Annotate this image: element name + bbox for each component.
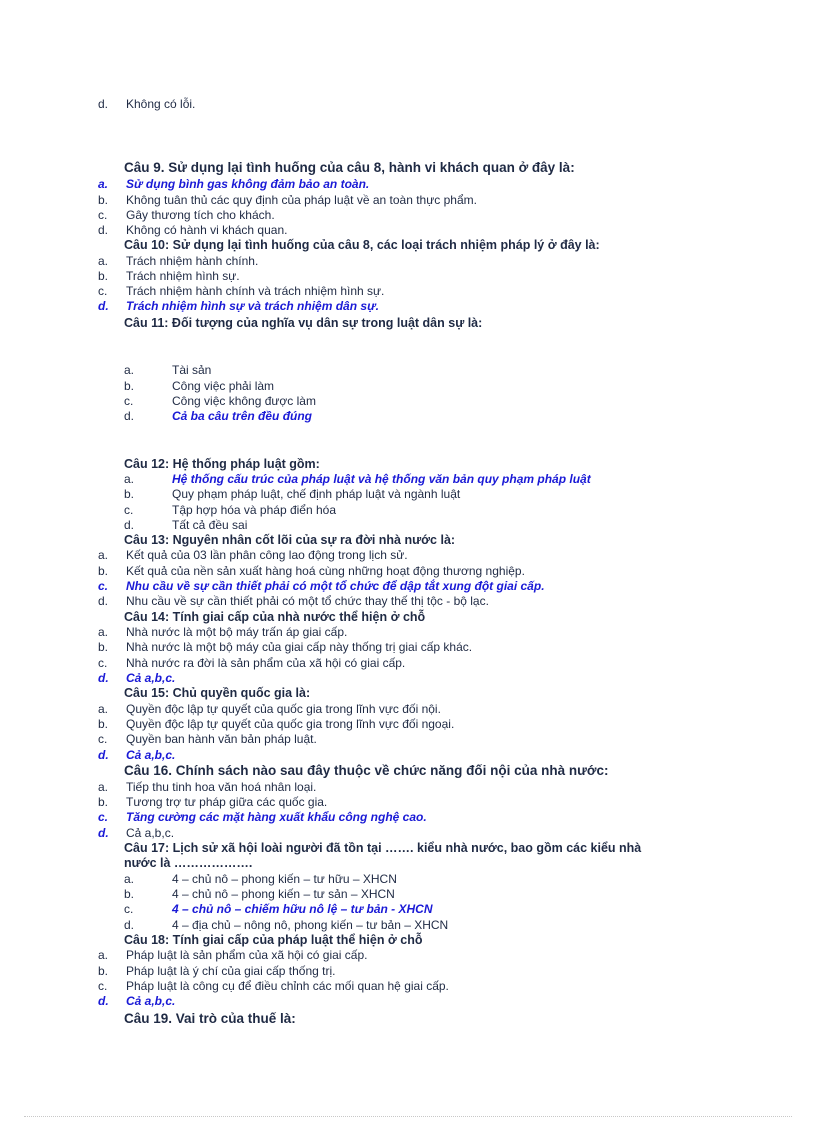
option-marker: a. [98, 702, 109, 716]
option-marker: a. [124, 363, 135, 377]
option-marker: c. [98, 208, 108, 222]
question-text: Câu 12: Hệ thống pháp luật gồm: [124, 457, 320, 471]
option-marker: b. [124, 379, 135, 393]
option-marker: c. [124, 902, 134, 916]
option-text: Tăng cường các mặt hàng xuất khẩu công nghệ cao. [126, 810, 427, 824]
option-text: Pháp luật là sản phẩm của xã hội có giai cấp. [126, 948, 368, 962]
option-marker: a. [98, 254, 109, 268]
option-text: Cả a,b,c. [126, 826, 175, 840]
option-text: Pháp luật là công cụ để điều chỉnh các mối quan hệ giai cấp. [126, 979, 449, 993]
option-marker: a. [124, 872, 135, 886]
option-marker: a. [98, 548, 109, 562]
option-marker: d. [124, 518, 135, 532]
option-marker: c. [98, 656, 108, 670]
option-marker: b. [98, 193, 109, 207]
question-text: Câu 18: Tính giai cấp của pháp luật thể hiện ở chỗ [124, 933, 423, 947]
option-text: Trách nhiệm hình sự và trách nhiệm dân sự. [126, 299, 379, 313]
option-marker: a. [98, 625, 109, 639]
question-text: Câu 16. Chính sách nào sau đây thuộc về chức năng đối nội của nhà nước: [124, 763, 609, 778]
option-marker: c. [98, 579, 109, 593]
question-text: Câu 11: Đối tượng của nghĩa vụ dân sự trong luật dân sự là: [124, 316, 483, 330]
option-text: Nhà nước là một bộ máy của giai cấp này thống trị giai cấp khác. [126, 640, 473, 654]
option-text: Quy phạm pháp luật, chế định pháp luật và ngành luật [172, 487, 461, 501]
option-marker: b. [98, 964, 109, 978]
option-text: Cả a,b,c. [126, 748, 176, 762]
question-text: Câu 10: Sử dụng lại tình huống của câu 8, các loại trách nhiệm pháp lý ở đây là: [124, 238, 600, 252]
option-text: Cả a,b,c. [126, 671, 176, 685]
option-marker: c. [98, 810, 109, 824]
question-text: Câu 13: Nguyên nhân cốt lõi của sự ra đời nhà nước là: [124, 533, 456, 547]
option-marker: b. [98, 269, 109, 283]
option-marker: c. [98, 284, 108, 298]
option-marker: d. [98, 748, 109, 762]
option-text: Cả a,b,c. [126, 994, 176, 1008]
option-text: Hệ thống cấu trúc của pháp luật và hệ thống văn bản quy phạm pháp luật [172, 472, 591, 486]
question-text: Câu 14: Tính giai cấp của nhà nước thể hiện ở chỗ [124, 610, 426, 624]
option-text: Nhu cầu về sự cần thiết phải có một tổ chức thay thế thị tộc - bộ lạc. [126, 594, 489, 608]
option-marker: d. [98, 826, 109, 840]
option-marker: d. [98, 994, 109, 1008]
option-text: 4 – chủ nô – chiếm hữu nô lệ – tư bản - XHCN [172, 902, 433, 916]
question-text: nước là ………………. [124, 856, 253, 870]
option-marker: d. [98, 594, 109, 608]
option-text: Trách nhiệm hành chính và trách nhiệm hình sự. [126, 284, 385, 298]
option-text: Không tuân thủ các quy định của pháp luật về an toàn thực phẩm. [126, 193, 477, 207]
option-text: Nhà nước ra đời là sản phẩm của xã hội có giai cấp. [126, 656, 406, 670]
option-marker: d. [98, 671, 109, 685]
option-text: Nhu cầu về sự cần thiết phải có một tổ chức để dập tắt xung đột giai cấp. [126, 579, 545, 593]
page-bottom-divider [24, 1116, 792, 1117]
option-marker: b. [98, 640, 109, 654]
option-text: Gây thương tích cho khách. [126, 208, 275, 222]
option-text: Tất cả đều sai [172, 518, 248, 532]
option-text: Tài sản [172, 363, 212, 377]
option-text: Kết quả của 03 lần phân công lao động trong lịch sử. [126, 548, 408, 562]
option-marker: b. [98, 717, 109, 731]
option-marker: d. [124, 918, 135, 932]
option-text: Quyền ban hành văn bản pháp luật. [126, 732, 317, 746]
option-text: Tập hợp hóa và pháp điển hóa [172, 503, 336, 517]
option-marker: a. [98, 780, 109, 794]
option-text: Công việc không được làm [172, 394, 316, 408]
option-marker: b. [124, 487, 135, 501]
option-marker: a. [124, 472, 135, 486]
option-text: Nhà nước là một bộ máy trấn áp giai cấp. [126, 625, 348, 639]
option-text: Pháp luật là ý chí của giai cấp thống trị. [126, 964, 336, 978]
option-text: Không có lỗi. [126, 97, 196, 111]
option-text: Cả ba câu trên đều đúng [172, 409, 313, 423]
option-text: Trách nhiệm hình sự. [126, 269, 240, 283]
option-marker: c. [98, 732, 108, 746]
option-text: Kết quả của nền sản xuất hàng hoá cùng những hoạt động thương nghiệp. [126, 564, 525, 578]
option-marker: d. [124, 409, 135, 423]
option-marker: b. [124, 887, 135, 901]
option-text: Quyền độc lập tự quyết của quốc gia trong lĩnh vực đối nội. [126, 702, 441, 716]
option-text: Trách nhiệm hành chính. [126, 254, 259, 268]
question-text: Câu 17: Lịch sử xã hội loài người đã tồn tại ……. kiểu nhà nước, bao gồm các kiểu nhà [124, 841, 642, 855]
option-text: Không có hành vi khách quan. [126, 223, 288, 237]
option-marker: c. [124, 503, 134, 517]
option-marker: a. [98, 948, 109, 962]
option-marker: b. [98, 795, 109, 809]
question-text: Câu 15: Chủ quyền quốc gia là: [124, 686, 311, 700]
option-marker: b. [98, 564, 109, 578]
option-text: Sử dụng bình gas không đảm bảo an toàn. [126, 177, 370, 191]
option-text: 4 – chủ nô – phong kiến – tư sản – XHCN [172, 887, 395, 901]
option-text: 4 – địa chủ – nông nô, phong kiến – tư bản – XHCN [172, 918, 449, 932]
option-marker: d. [98, 223, 109, 237]
question-text: Câu 19. Vai trò của thuế là: [124, 1011, 296, 1026]
option-text: Công việc phải làm [172, 379, 275, 393]
option-marker: d. [98, 299, 109, 313]
option-marker: c. [124, 394, 134, 408]
option-text: 4 – chủ nô – phong kiến – tư hữu – XHCN [172, 872, 397, 886]
option-marker: a. [98, 177, 109, 191]
option-marker: d. [98, 97, 109, 111]
question-text: Câu 9. Sử dụng lại tình huống của câu 8, hành vi khách quan ở đây là: [124, 160, 575, 175]
option-text: Tương trợ tư pháp giữa các quốc gia. [126, 795, 328, 809]
option-text: Tiếp thu tinh hoa văn hoá nhân loại. [126, 780, 317, 794]
option-marker: c. [98, 979, 108, 993]
option-text: Quyền độc lập tự quyết của quốc gia trong lĩnh vực đối ngoại. [126, 717, 455, 731]
